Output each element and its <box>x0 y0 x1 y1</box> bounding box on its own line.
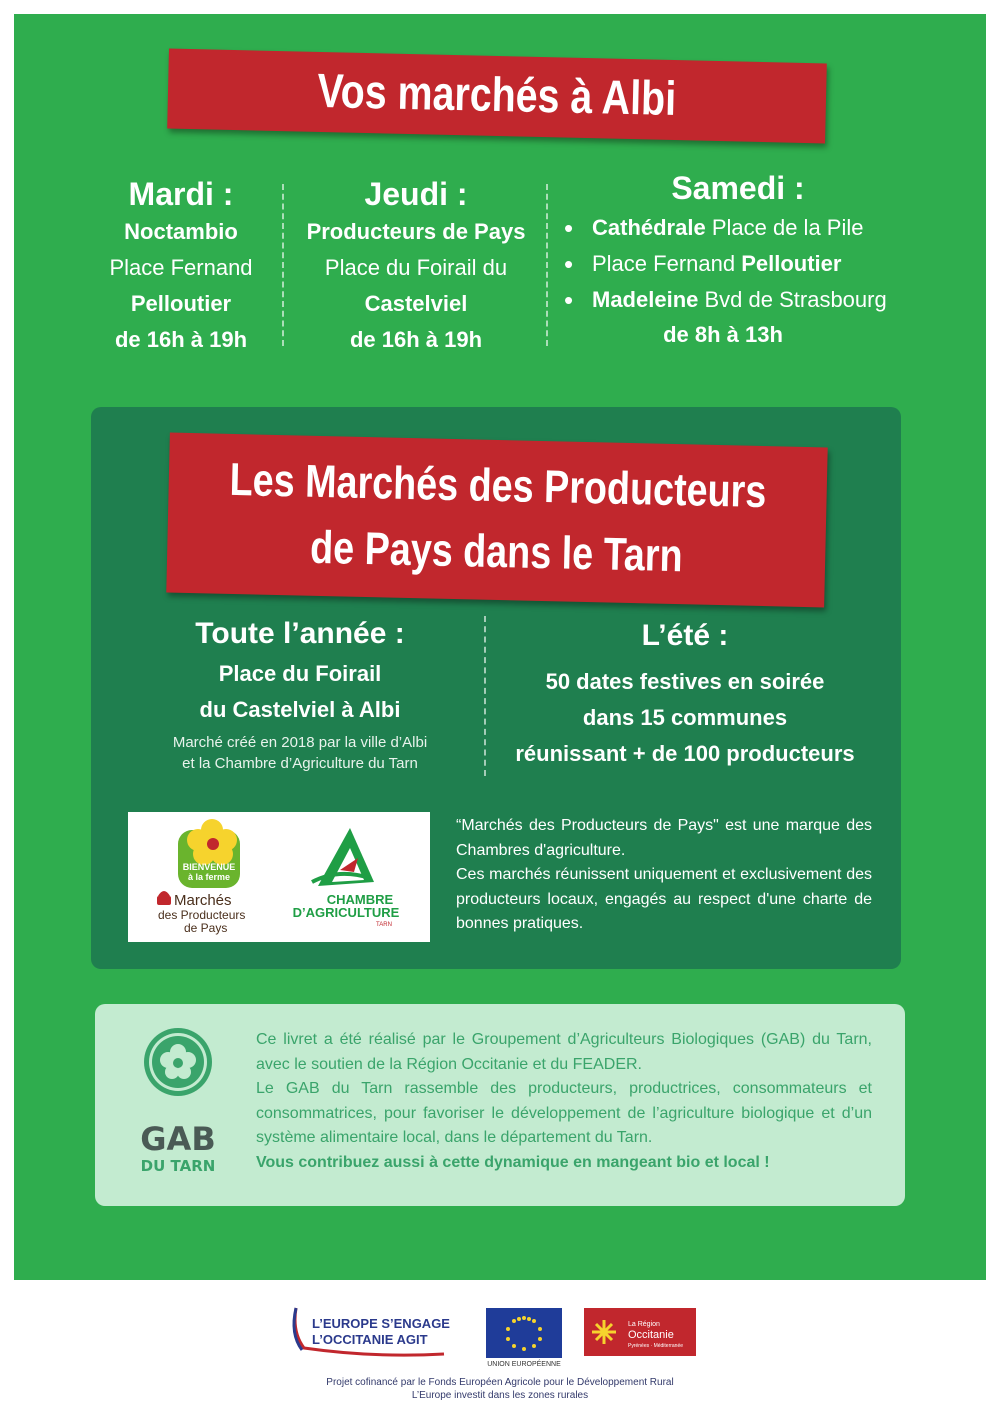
year-note: et la Chambre d’Agriculture du Tarn <box>182 755 418 772</box>
funding-logos <box>0 1300 1000 1380</box>
bienvenue-text: à la ferme <box>187 872 231 882</box>
gab-logo-text: GAB <box>140 1120 216 1158</box>
producteurs-title-line2: de Pays dans le Tarn <box>309 520 684 582</box>
trademark-text: Ces marchés réunissent uniquement et exclusivement des producteurs locaux, engagés au respect d'une charte de bonnes pratiques. <box>456 866 872 932</box>
gab-highlight: Vous contribuez aussi à cette dynamique en mangeant bio et local ! <box>256 1153 770 1171</box>
europe-occitanie-logo <box>294 1308 450 1355</box>
divider <box>546 184 548 346</box>
region-text: Occitanie <box>628 1329 674 1341</box>
marches-text: de Pays <box>184 921 228 935</box>
day-jeudi <box>296 174 536 358</box>
market-name: Producteurs de Pays <box>306 219 526 244</box>
marches-text: Marchés <box>174 892 232 909</box>
day-heading: Samedi : <box>671 170 805 206</box>
gab-paragraph: Le GAB du Tarn rassemble des producteurs, productrices, consommateurs et consommatrices, pour favoriser le développement de l’agriculture biologique et d’un système alimentaire local, dans le département du Tarn. <box>256 1080 872 1146</box>
gab-paragraph: Ce livret a été réalisé par le Groupement d’Agriculteurs Biologiques (GAB) du Tarn, avec le soutien de la Région Occitanie et du FEADER. <box>256 1031 872 1073</box>
day-heading: Jeudi : <box>364 176 468 212</box>
europe-text: L’EUROPE S’ENGAGE <box>312 1316 450 1331</box>
day-heading: Mardi : <box>128 176 234 212</box>
gab-description <box>256 1028 872 1175</box>
eu-flag-icon <box>486 1308 562 1368</box>
ue-label: UNION EUROPÉENNE <box>487 1361 561 1368</box>
market-place: Castelviel <box>364 291 468 316</box>
gab-flower-icon <box>144 1028 212 1096</box>
gab-logo <box>128 1026 228 1176</box>
section-heading: Toute l’année : <box>195 617 405 650</box>
gab-logo-subtext: DU TARN <box>140 1157 216 1175</box>
trademark-text: “Marchés des Producteurs de Pays" est une marque des Chambres d'agriculture. <box>456 817 872 859</box>
funding-text <box>0 1376 1000 1402</box>
divider <box>484 616 486 776</box>
market-hours: de 16h à 19h <box>114 327 248 352</box>
region-text: La Région <box>628 1321 660 1328</box>
market-days <box>86 168 916 368</box>
partner-logos <box>128 812 430 942</box>
day-mardi <box>86 174 276 358</box>
day-samedi <box>558 168 918 352</box>
summer-line: 50 dates festives en soirée <box>545 669 825 694</box>
samedi-market-list <box>558 210 918 318</box>
chambre-agriculture-icon <box>312 828 374 886</box>
year-note: Marché créé en 2018 par la ville d’Albi <box>172 734 428 751</box>
market-place: Place Fernand <box>109 255 253 280</box>
marches-producteurs-logo <box>128 812 430 942</box>
ete-block <box>500 614 870 772</box>
basket-icon <box>157 891 171 905</box>
funding-line: L’Europe investit dans les zones rurales <box>411 1390 589 1401</box>
page-title-banner <box>167 49 827 144</box>
market-place: Place du Foirail du <box>324 255 508 280</box>
region-text: Pyrénées · Méditerranée <box>628 1343 684 1349</box>
summer-line: dans 15 communes <box>582 705 788 730</box>
market-name: Noctambio <box>124 219 238 244</box>
producteurs-title-banner <box>166 433 827 608</box>
list-item: • Cathédrale Place de la Pile <box>564 210 918 246</box>
funding-line: Projet cofinancé par le Fonds Européen Agricole pour le Développement Rural <box>326 1377 674 1388</box>
market-hours: de 16h à 19h <box>349 327 483 352</box>
marches-text: des Producteurs <box>158 908 246 922</box>
bienvenue-text: BIENVENUE <box>182 862 236 872</box>
year-place: du Castelviel à Albi <box>199 697 401 722</box>
chambre-text: D’AGRICULTURE <box>292 905 400 920</box>
summer-line: réunissant + de 100 producteurs <box>515 741 855 766</box>
europe-text: L’OCCITANIE AGIT <box>312 1332 428 1347</box>
producteurs-title-line1: Les Marchés des Producteurs <box>228 452 767 518</box>
list-item: • Place Fernand Pelloutier <box>564 246 918 282</box>
market-hours: de 8h à 13h <box>663 322 783 347</box>
region-occitanie-logo <box>584 1308 696 1356</box>
chambre-text: CHAMBRE <box>326 892 394 907</box>
list-item: • Madeleine Bvd de Strasbourg <box>564 282 918 318</box>
trademark-description <box>456 814 872 937</box>
page-title: Vos marchés à Albi <box>317 64 677 127</box>
divider <box>282 184 284 346</box>
toute-annee-block <box>120 612 480 774</box>
market-place: Pelloutier <box>130 291 232 316</box>
year-place: Place du Foirail <box>218 661 382 686</box>
chambre-text: TARN <box>376 922 392 928</box>
section-heading: L’été : <box>641 619 729 652</box>
